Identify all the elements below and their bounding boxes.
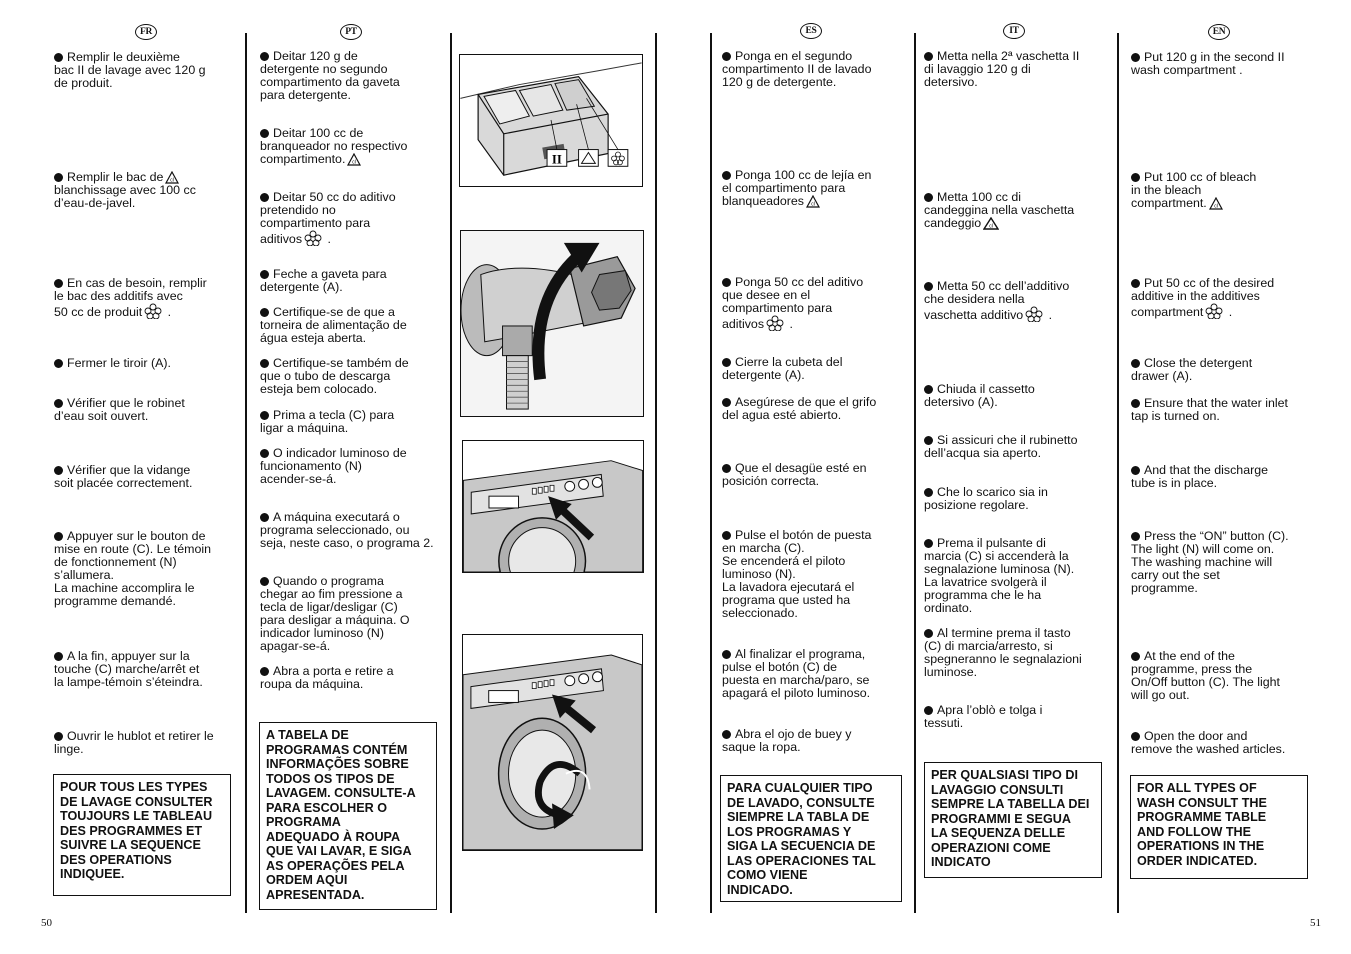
bullet-dot-icon bbox=[260, 193, 269, 202]
pt-step-9 bbox=[260, 511, 445, 550]
fr-step-8 bbox=[54, 650, 239, 689]
es-step-text: Ponga en el segundo compartimento II de lavado 120 g de detergente. bbox=[722, 49, 872, 89]
pt-step-text: Certifique-se também de que o tubo de descarga esteja bem colocado. bbox=[260, 356, 409, 396]
it-step-text: Al termine prema il tasto (C) di marcia/arresto, si spegneranno le segnalazioni luminose. bbox=[924, 626, 1082, 679]
fr-step-text: blanchissage avec 100 cc d’eau-de-javel. bbox=[54, 183, 196, 210]
bullet-dot-icon bbox=[54, 466, 63, 475]
svg-text:cl: cl bbox=[352, 159, 357, 166]
pt-step-8 bbox=[260, 447, 445, 486]
it-program-note: PER QUALSIASI TIPO DI LAVAGGIO CONSULTI SEMPRE LA TABELLA DEI PROGRAMMI E SEGUA LA SEQUENZA DELLE OPERAZIONI COME INDICATO bbox=[924, 762, 1102, 878]
en-step-text: At the end of the programme, press the On/Off button (C). The light will go out. bbox=[1131, 649, 1280, 702]
es-step-8 bbox=[722, 648, 908, 700]
it-step-7 bbox=[924, 537, 1110, 615]
column-divider bbox=[914, 33, 916, 913]
en-step-text: Put 50 cc of the desired additive in the additives compartment bbox=[1131, 276, 1275, 319]
fr-step-text: Fermer le tiroir (A). bbox=[67, 356, 171, 370]
language-badge-fr: FR bbox=[135, 24, 157, 40]
column-divider bbox=[1117, 33, 1119, 913]
bullet-dot-icon bbox=[54, 173, 63, 182]
it-step-text: Chiuda il cassetto detersivo (A). bbox=[924, 382, 1035, 409]
bullet-dot-icon bbox=[722, 531, 731, 540]
en-step-text: And that the discharge tube is in place. bbox=[1131, 463, 1268, 490]
en-step-text: Press the “ON” button (C). The light (N) will come on. The washing machine will carry out the set programme. bbox=[1131, 529, 1289, 595]
en-step-text: Open the door and remove the washed articles. bbox=[1131, 729, 1286, 756]
en-step-1 bbox=[1131, 51, 1317, 77]
es-step-text: Ponga 50 cc del aditivo que desee en el compartimento para aditivos bbox=[722, 275, 864, 331]
it-step-2 bbox=[924, 191, 1110, 230]
detergent-drawer-figure bbox=[459, 54, 643, 187]
pt-step-text: Quando o programa chegar ao fim pressione a tecla de ligar/desligar (C) para desligar a máquina. O indicador luminoso (N) apagar-se-á. bbox=[260, 574, 410, 653]
flower-icon bbox=[304, 230, 322, 246]
es-program-note: PARA CUALQUIER TIPO DE LAVADO, CONSULTE SIEMPRE LA TABLA DE LOS PROGRAMAS Y SIGA LA SECUENCIA DE LAS OPERACIONES TAL COMO VIENE INDICADO. bbox=[720, 775, 902, 902]
language-badge-es: ES bbox=[800, 23, 822, 39]
en-step-2 bbox=[1131, 171, 1317, 210]
bullet-dot-icon bbox=[260, 411, 269, 420]
column-divider bbox=[710, 33, 712, 913]
bullet-dot-icon bbox=[924, 706, 933, 715]
bleach-triangle-icon bbox=[806, 195, 820, 208]
bullet-dot-icon bbox=[1131, 532, 1140, 541]
fr-step-text: A la fin, appuyer sur la touche (C) marche/arrêt et la lampe-témoin s’éteindra. bbox=[54, 649, 203, 689]
bullet-dot-icon bbox=[1131, 399, 1140, 408]
fr-step-6 bbox=[54, 464, 239, 490]
pt-step-7 bbox=[260, 409, 445, 435]
bullet-dot-icon bbox=[1131, 359, 1140, 368]
drawer-label: II bbox=[551, 152, 562, 167]
pt-step-10 bbox=[260, 575, 445, 653]
pt-step-3: Deitar 50 cc do aditivo pretendido no compartimento para aditivos . bbox=[260, 190, 396, 246]
es-step-1 bbox=[722, 50, 908, 89]
water-tap-figure bbox=[460, 230, 644, 417]
bullet-dot-icon bbox=[260, 129, 269, 138]
bullet-dot-icon bbox=[722, 398, 731, 407]
pt-step-5 bbox=[260, 306, 445, 345]
language-badge-en: EN bbox=[1208, 24, 1230, 40]
es-step-text: Ponga 100 cc de lejía en el compartimento para blanqueadores bbox=[722, 168, 872, 208]
es-step-7 bbox=[722, 529, 908, 620]
bullet-dot-icon bbox=[260, 577, 269, 586]
es-step-text: Abra el ojo de buey y saque la ropa. bbox=[722, 727, 852, 754]
bullet-dot-icon bbox=[924, 539, 933, 548]
bullet-dot-icon bbox=[260, 359, 269, 368]
es-step-text: Pulse el botón de puesta en marcha (C). Se encenderá el piloto luminoso (N). La lavadora ejecutará el programa que usted ha seleccionado. bbox=[722, 528, 872, 620]
es-step-text: Asegúrese de que el grifo del agua esté abierto. bbox=[722, 395, 877, 422]
washer-start-figure bbox=[462, 440, 644, 573]
bullet-dot-icon bbox=[260, 308, 269, 317]
bleach-triangle-icon bbox=[347, 153, 361, 166]
fr-step-text: Vérifier que le robinet d’eau soit ouvert. bbox=[54, 396, 185, 423]
bullet-dot-icon bbox=[722, 358, 731, 367]
bullet-dot-icon bbox=[54, 652, 63, 661]
fr-step-text: Vérifier que la vidange soit placée correctement. bbox=[54, 463, 193, 490]
water-tap-drawing bbox=[461, 231, 643, 416]
bullet-dot-icon bbox=[924, 488, 933, 497]
flower-icon bbox=[766, 315, 784, 331]
en-step-6 bbox=[1131, 464, 1317, 490]
it-step-5 bbox=[924, 434, 1110, 460]
bullet-dot-icon bbox=[54, 732, 63, 741]
it-step-6 bbox=[924, 486, 1110, 512]
it-step-9 bbox=[924, 704, 1110, 730]
en-program-note: FOR ALL TYPES OF WASH CONSULT THE PROGRAMME TABLE AND FOLLOW THE OPERATIONS IN THE ORDER INDICATED. bbox=[1130, 775, 1308, 879]
fr-step-text: Appuyer sur le bouton de mise en route (C). Le témoin de fonctionnement (N) s’allumera. La machine accomplira le programme demandé. bbox=[54, 529, 212, 608]
bullet-dot-icon bbox=[260, 667, 269, 676]
svg-text:cl: cl bbox=[989, 223, 993, 230]
bullet-dot-icon bbox=[722, 278, 731, 287]
bullet-dot-icon bbox=[1131, 53, 1140, 62]
bullet-dot-icon bbox=[1131, 732, 1140, 741]
bullet-dot-icon bbox=[1131, 652, 1140, 661]
column-divider bbox=[655, 33, 657, 913]
fr-step-text: En cas de besoin, remplir le bac des additifs avec 50 cc de produit bbox=[54, 276, 207, 319]
bullet-dot-icon bbox=[924, 629, 933, 638]
bullet-dot-icon bbox=[54, 532, 63, 541]
pt-step-text: Prima a tecla (C) para ligar a máquina. bbox=[260, 408, 395, 435]
fr-step-text: Remplir le bac de bbox=[67, 170, 164, 184]
it-step-8 bbox=[924, 627, 1110, 679]
es-step-text: Cierre la cubeta del detergente (A). bbox=[722, 355, 843, 382]
bullet-dot-icon bbox=[924, 193, 933, 202]
page-number-right: 51 bbox=[1310, 917, 1321, 929]
pt-step-text: Abra a porta e retire a roupa da máquina. bbox=[260, 664, 394, 691]
flower-icon bbox=[144, 303, 162, 319]
pt-step-text: Deitar 100 cc de branqueador no respectivo compartimento. bbox=[260, 126, 408, 166]
bullet-dot-icon bbox=[260, 449, 269, 458]
it-step-text: Metta 50 cc dell’additivo che desidera nella vaschetta additivo bbox=[924, 279, 1070, 322]
es-step-text: Al finalizar el programa, pulse el botón (C) de puesta en marcha/paro, se apagará el piloto luminoso. bbox=[722, 647, 871, 700]
fr-program-note: POUR TOUS LES TYPES DE LAVAGE CONSULTER TOUJOURS LE TABLEAU DES PROGRAMMES ET SUIVRE LA SEQUENCE DES OPERATIONS INDIQUEE. bbox=[53, 774, 231, 896]
pt-step-text: O indicador luminoso de funcionamento (N) acender-se-á. bbox=[260, 446, 407, 486]
it-step-1 bbox=[924, 50, 1110, 89]
es-step-3: Ponga 50 cc del aditivo que desee en el compartimento para aditivos . bbox=[722, 275, 864, 331]
bullet-dot-icon bbox=[924, 385, 933, 394]
it-step-3: Metta 50 cc dell’additivo che desidera nella vaschetta additivo . bbox=[924, 279, 1070, 322]
pt-step-2 bbox=[260, 127, 445, 166]
flower-icon bbox=[1025, 306, 1043, 322]
bullet-dot-icon bbox=[722, 464, 731, 473]
pt-step-4 bbox=[260, 268, 445, 294]
fr-step-3: En cas de besoin, remplir le bac des additifs avec 50 cc de produit . bbox=[54, 276, 207, 319]
flower-icon bbox=[1205, 303, 1223, 319]
fr-step-5 bbox=[54, 397, 239, 423]
es-step-6 bbox=[722, 462, 908, 488]
en-step-3: Put 50 cc of the desired additive in the additives compartment . bbox=[1131, 276, 1275, 319]
bullet-dot-icon bbox=[260, 52, 269, 61]
bullet-dot-icon bbox=[924, 52, 933, 61]
es-step-2 bbox=[722, 169, 908, 208]
washer-open-door-figure bbox=[462, 634, 643, 851]
bullet-dot-icon bbox=[722, 52, 731, 61]
svg-text:cl: cl bbox=[170, 177, 175, 184]
fr-step-4 bbox=[54, 357, 239, 370]
en-step-4 bbox=[1131, 357, 1317, 383]
pt-step-text: A máquina executará o programa seleccionado, ou seja, neste caso, o programa 2. bbox=[260, 510, 434, 550]
it-step-text: Che lo scarico sia in posizione regolare. bbox=[924, 485, 1048, 512]
fr-step-text: Remplir le deuxième bac II de lavage avec 120 g de produit. bbox=[54, 50, 206, 90]
language-badge-it: IT bbox=[1003, 23, 1025, 39]
en-step-9 bbox=[1131, 730, 1317, 756]
pt-step-text: Feche a gaveta para detergente (A). bbox=[260, 267, 387, 294]
bullet-dot-icon bbox=[924, 436, 933, 445]
en-step-text: Ensure that the water inlet tap is turned on. bbox=[1131, 396, 1288, 423]
bullet-dot-icon bbox=[722, 171, 731, 180]
es-step-9 bbox=[722, 728, 908, 754]
bullet-dot-icon bbox=[1131, 173, 1140, 182]
en-step-7 bbox=[1131, 530, 1317, 595]
bullet-dot-icon bbox=[260, 513, 269, 522]
bullet-dot-icon bbox=[924, 282, 933, 291]
language-badge-pt: PT bbox=[340, 24, 362, 40]
bullet-dot-icon bbox=[54, 279, 63, 288]
bullet-dot-icon bbox=[1131, 466, 1140, 475]
it-step-text: Metta 100 cc di candeggina nella vaschetta candeggio bbox=[924, 190, 1075, 230]
en-step-text: Close the detergent drawer (A). bbox=[1131, 356, 1253, 383]
bullet-dot-icon bbox=[722, 650, 731, 659]
pt-step-6 bbox=[260, 357, 445, 396]
column-divider bbox=[245, 33, 247, 913]
it-step-text: Apra l’oblò e tolga i tessuti. bbox=[924, 703, 1043, 730]
pt-step-text: Deitar 50 cc do aditivo pretendido no compartimento para aditivos bbox=[260, 190, 396, 246]
en-step-8 bbox=[1131, 650, 1317, 702]
bullet-dot-icon bbox=[54, 359, 63, 368]
it-step-text: Prema il pulsante di marcia (C) si accenderà la segnalazione luminosa (N). La lavatrice svolgerà il programma che le ha ordinato. bbox=[924, 536, 1075, 615]
it-step-4 bbox=[924, 383, 1110, 409]
bullet-dot-icon bbox=[722, 730, 731, 739]
pt-step-text: Deitar 120 g de detergente no segundo compartimento da gaveta para detergente. bbox=[260, 49, 400, 102]
page-number-left: 50 bbox=[41, 917, 52, 929]
it-step-text: Si assicuri che il rubinetto dell’acqua sia aperto. bbox=[924, 433, 1078, 460]
fr-step-9 bbox=[54, 730, 239, 756]
bullet-dot-icon bbox=[260, 270, 269, 279]
it-step-text: Metta nella 2ª vaschetta II di lavaggio 120 g di detersivo. bbox=[924, 49, 1080, 89]
en-step-text: Put 100 cc of bleach in the bleach compartment. bbox=[1131, 170, 1257, 210]
pt-step-text: Certifique-se de que a torneira de alimentação de água esteja aberta. bbox=[260, 305, 407, 345]
bullet-dot-icon bbox=[1131, 279, 1140, 288]
bullet-dot-icon bbox=[54, 399, 63, 408]
es-step-5 bbox=[722, 396, 908, 422]
pt-step-1 bbox=[260, 50, 445, 102]
es-step-4 bbox=[722, 356, 908, 382]
en-step-5 bbox=[1131, 397, 1317, 423]
es-step-text: Que el desagüe esté en posición correcta. bbox=[722, 461, 867, 488]
fr-step-text: Ouvrir le hublot et retirer le linge. bbox=[54, 729, 214, 756]
bleach-triangle-icon bbox=[1209, 197, 1223, 210]
fr-step-2 bbox=[54, 171, 239, 210]
washer-open-door-drawing bbox=[463, 635, 642, 850]
bleach-triangle-icon bbox=[983, 217, 999, 230]
pt-step-11 bbox=[260, 665, 445, 691]
svg-text:cl: cl bbox=[1213, 203, 1218, 210]
fr-step-7 bbox=[54, 530, 239, 608]
svg-text:cl: cl bbox=[811, 201, 815, 208]
fr-step-1 bbox=[54, 51, 239, 90]
washer-start-drawing bbox=[463, 441, 643, 572]
column-divider bbox=[450, 33, 452, 913]
detergent-drawer-drawing bbox=[460, 55, 642, 186]
pt-program-note: A TABELA DE PROGRAMAS CONTÉM INFORMAÇÕES SOBRE TODOS OS TIPOS DE LAVAGEM. CONSULTE-A PARA ESCOLHER O PROGRAMA ADEQUADO À ROUPA QUE VAI LAVAR, E SIGA AS OPERAÇÕES PELA ORDEM AQUI APRESENTADA. bbox=[259, 722, 437, 910]
en-step-text: Put 120 g in the second II wash compartment . bbox=[1131, 50, 1285, 77]
bullet-dot-icon bbox=[54, 53, 63, 62]
